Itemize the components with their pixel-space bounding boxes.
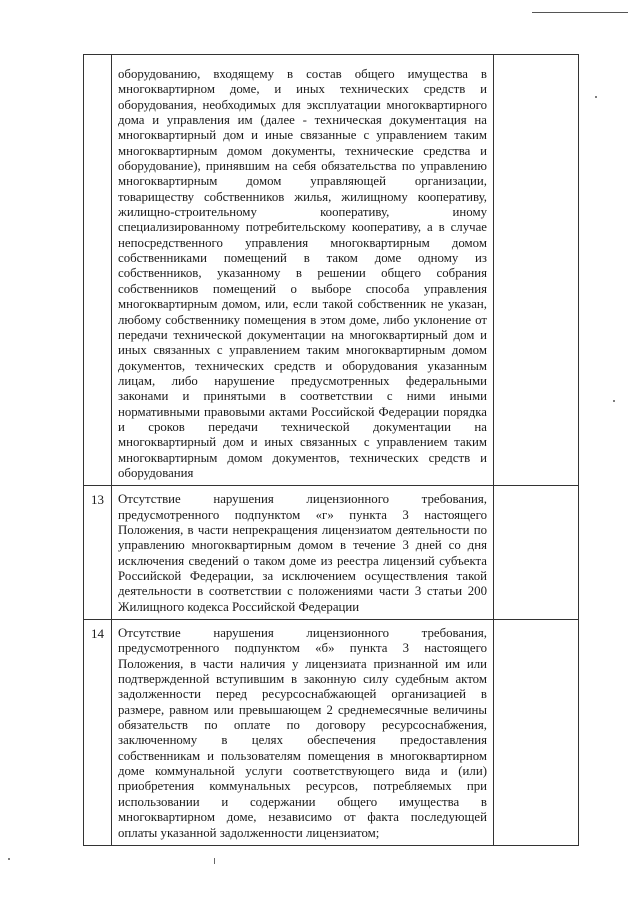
empty-cell — [494, 620, 579, 846]
text-line: собственниками помещений в таком доме одному из — [118, 251, 487, 266]
text-line: иных связанных с управлением таким многоквартирным домом — [118, 343, 487, 358]
text-line: непосредственного управления многоквартирным домом — [118, 235, 487, 250]
text-line: оборудование), принявшим на себя обязательства по управлению — [118, 159, 487, 174]
text-line: товариществу собственников жилья, жилищному кооперативу, — [118, 189, 487, 204]
row-number: 14 — [91, 626, 104, 642]
requirements-table — [83, 54, 579, 846]
text-line: использовании и содержании общего имущества в — [118, 794, 487, 809]
requirement-text — [112, 486, 493, 619]
requirement-cell — [112, 55, 494, 486]
row-number: 13 — [91, 492, 104, 508]
text-line: оплаты указанной задолженности лицензиатом; — [118, 825, 380, 840]
requirement-cell — [112, 620, 494, 846]
empty-cell — [494, 486, 579, 620]
scan-speck — [8, 858, 10, 860]
text-line: приобретения коммунальных ресурсов, потребляемых при — [118, 779, 487, 794]
table-row — [84, 620, 579, 846]
row-number-cell — [84, 486, 112, 620]
text-line: нормативными правовыми актами Российской Федерации порядка — [118, 404, 487, 419]
scan-speck — [613, 400, 615, 402]
text-line: Отсутствие нарушения лицензионного требования, — [118, 492, 487, 507]
text-line: заключенному в целях обеспечения предоставления — [118, 733, 487, 748]
scan-mark — [214, 858, 215, 864]
text-line: любому собственнику помещения в этом доме, либо уклонение от — [118, 312, 487, 327]
text-line: Отсутствие нарушения лицензионного требования, — [118, 626, 487, 641]
text-line: оборудованию, входящему в состав общего имущества в — [118, 67, 487, 81]
requirement-cell — [112, 486, 494, 620]
text-line: оборудования — [118, 465, 194, 480]
table-row — [84, 55, 579, 486]
scan-edge-line — [532, 12, 628, 13]
text-line: размере, равном или превышающем 2 среднемесячные величины — [118, 702, 487, 717]
text-line: собственникам и пользователям помещения в многоквартирном — [118, 748, 487, 763]
scan-speck — [595, 96, 597, 98]
text-line: законами и принятыми в соответствии с ними иными — [118, 389, 487, 404]
text-line: многоквартирном доме, и иных технических средств и — [118, 82, 487, 97]
text-line: предусмотренного подпунктом «б» пункта 3 настоящего — [118, 641, 487, 656]
text-line: многоквартирный дом и иных связанных с управлением таким — [118, 435, 487, 450]
text-line: лицам, либо нарушение предусмотренных федеральными — [118, 373, 487, 388]
text-line: дома и управления им (далее - техническая документация на — [118, 113, 487, 128]
row-number-cell — [84, 55, 112, 486]
text-line: оборудования, необходимых для эксплуатации многоквартирного — [118, 97, 487, 112]
text-line: Положения, в части наличия у лицензиата признанной им или — [118, 656, 487, 671]
text-line: жилищно-строительному кооперативу, иному — [118, 205, 487, 220]
text-line: доме коммунальной услуги соответствующего вида и (или) — [118, 764, 487, 779]
text-line: Положения, в части непрекращения лицензиатом деятельности по — [118, 522, 487, 537]
text-line: предусмотренного подпунктом «г» пункта 3 настоящего — [118, 507, 487, 522]
text-line: собственников, указанному в решении общего собрания — [118, 266, 487, 281]
text-line: многоквартирным домом документы, технические средства и — [118, 143, 487, 158]
text-line: и сроков передачи технической документации на — [118, 419, 487, 434]
text-line: Жилищного кодекса Российской Федерации — [118, 599, 360, 614]
row-number-cell — [84, 620, 112, 846]
text-line: управлению многоквартирным домом в течение 3 дней со дня — [118, 538, 487, 553]
text-line: документов, технических средств и оборудования указанным — [118, 358, 487, 373]
text-line: многоквартирный дом и иные связанные с управлением таким — [118, 128, 487, 143]
requirement-text — [112, 55, 493, 485]
text-line: многоквартирным домом документов, технических средств и — [118, 450, 487, 465]
text-line: задолженности перед ресурсоснабжающей организацией в — [118, 687, 487, 702]
text-line: многоквартирным домом, или, если такой собственник не указан, — [118, 297, 487, 312]
text-line: деятельности в соответствии с положениями части 3 статьи 200 — [118, 584, 487, 599]
text-line: специализированному потребительскому кооперативу, а в случае — [118, 220, 487, 235]
requirement-text — [112, 620, 493, 845]
text-line: Российской Федерации, за исключением осуществления такой — [118, 569, 487, 583]
text-line: многоквартирном доме, независимо от факта последующей — [118, 810, 487, 825]
table-row — [84, 486, 579, 620]
text-line: передачи технической документации на многоквартирный дом и — [118, 327, 487, 342]
text-line: обязательств по оплате по договору ресурсоснабжения, — [118, 718, 487, 733]
text-line: исключения сведений о таком доме из реестра лицензий субъекта — [118, 553, 487, 568]
empty-cell — [494, 55, 579, 486]
text-line: многоквартирным домом управляющей организации, — [118, 174, 487, 189]
text-line: подтвержденной вступившим в законную силу судебным актом — [118, 672, 487, 687]
text-line: собственников помещений о выборе способа управления — [118, 281, 487, 296]
